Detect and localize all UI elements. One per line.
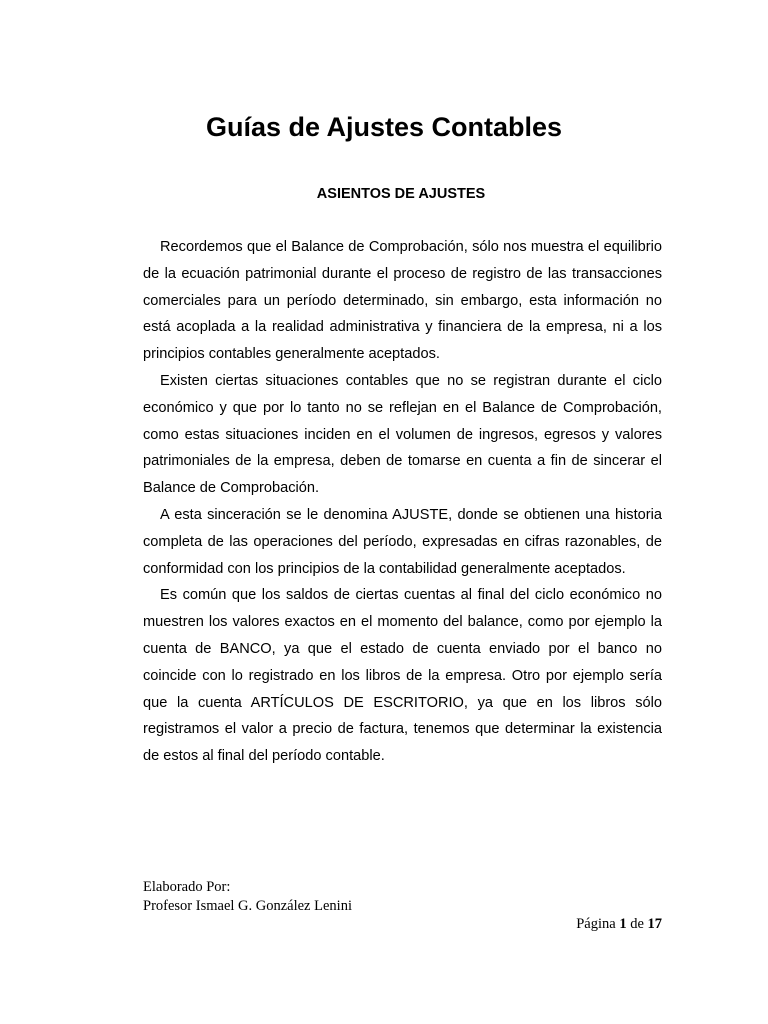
section-heading: ASIENTOS DE AJUSTES <box>316 186 486 202</box>
paragraph-2: Existen ciertas situaciones contables que no se registran durante el ciclo económico y que por lo tanto no se reflejan en el Balance de Comprobación, como estas situaciones inciden en el volumen de ingresos, egresos y valores patrimoniales de la empresa, deben de tomarse en cuenta a fin de sincerar el Balance de Comprobación. <box>143 372 662 497</box>
page-total: 17 <box>647 916 662 932</box>
page-number <box>500 914 662 934</box>
author-name: Profesor Ismael G. González Lenini <box>143 898 352 914</box>
paragraph-1: Recordemos que el Balance de Comprobación, sólo nos muestra el equilibrio de la ecuación patrimonial durante el proceso de registro de las transacciones comerciales para un período determinado, sin embargo, esta información no está acoplada a la realidad administrativa y financiera de la empresa, ni a los principios contables generalmente aceptados. <box>143 239 662 363</box>
paragraph-3: A esta sinceración se le denomina AJUSTE, donde se obtienen una historia completa de las operaciones del período, expresadas en cifras razonables, de conformidad con los principios de la contabilidad generalmente aceptados. <box>143 506 662 577</box>
author-block <box>143 878 543 916</box>
page-of: de <box>630 916 644 932</box>
document-title: Guías de Ajustes Contables <box>205 112 563 142</box>
author-label: Elaborado Por: <box>143 879 231 895</box>
page-current: 1 <box>619 916 627 932</box>
paragraph-4: Es común que los saldos de ciertas cuentas al final del ciclo económico no muestren los valores exactos en el momento del balance, como por ejemplo la cuenta de BANCO, ya que el estado de cuenta enviado por el banco no coincide con lo registrado en los libros de la empresa. Otro por ejemplo sería que la cuenta ARTÍCULOS DE ESCRITORIO, ya que en los libros sólo registramos el valor a precio de factura, tenemos que determinar la existencia de estos al final del período contable. <box>143 587 662 765</box>
page-prefix: Página <box>576 916 616 932</box>
document-body <box>143 234 662 770</box>
